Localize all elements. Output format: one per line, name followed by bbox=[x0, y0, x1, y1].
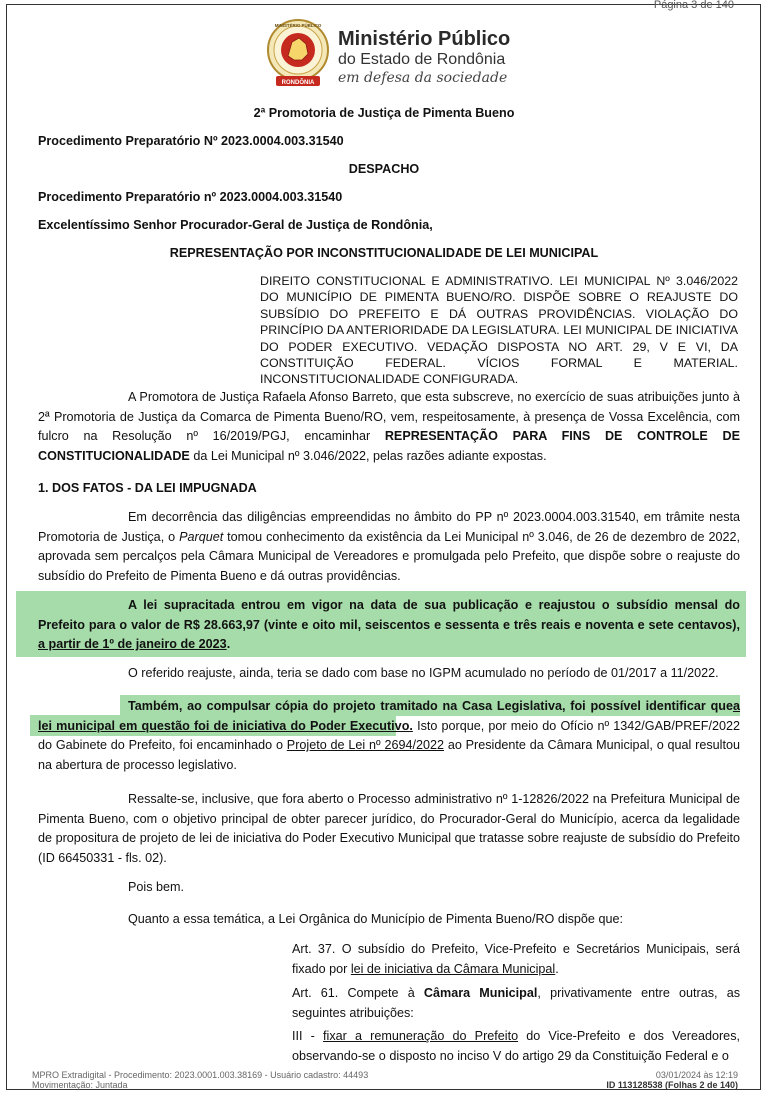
representation-emphasis: REPRESENTAÇÃO PARA FINS DE CONTROLE DE CONSTITUCIONALIDADE bbox=[38, 429, 740, 464]
org-state: do Estado de Rondônia bbox=[338, 51, 506, 68]
quote-art37: Art. 37. O subsídio do Prefeito, Vice-Prefeito e Secretários Municipais, será fixado por lei de iniciativa da Câmara Municipal. bbox=[292, 942, 740, 976]
org-name: Ministério Público bbox=[338, 28, 511, 50]
footer-date: 03/01/2024 às 12:19 bbox=[655, 1070, 738, 1080]
facts-paragraph-1: Em decorrência das diligências empreendidas no âmbito do PP nº 2023.0004.003.31540, em trâmite nesta Promotoria de Justiça, o Parquet tomou conhecimento da existência da Lei Municipal nº 3.046, de 26 de dezembro de 2022, aprovada sem percalços pela Câmara Municipal de Vereadores e promulgada pelo Prefeito, que dispõe sobre o reajuste do subsídio do Prefeito de Pimenta Bueno e dá outras providências. bbox=[38, 510, 740, 584]
facts-paragraph-5: Ressalte-se, inclusive, que fora aberto o Processo administrativo nº 1-12826/2022 na Prefeitura Municipal de Pimenta Bueno, com o objetivo principal de obter parecer jurídico, do Procurador-Geral do Município, acerca da legalidade de propositura de projeto de lei de iniciativa do Poder Executivo Municipal que tratasse sobre reajuste de subsídio do Prefeito (ID 66450331 - fls. 02). bbox=[38, 792, 740, 866]
footer-procedure: MPRO Extradigital - Procedimento: 2023.0001.003.38169 - Usuário cadastro: 44493 bbox=[32, 1070, 369, 1080]
facts-paragraph-4: Também, ao compulsar cópia do projeto tramitado na Casa Legislativa, foi possível identificar quea lei municipal em questão foi de iniciativa do Poder Executivo. Isto porque, por meio do Ofício nº 1342/GAB/PREF/2022 do Gabinete do Prefeito, foi encaminhado o Projeto de Lei nº 2694/2022 ao Presidente da Câmara Municipal, o qual resultou na abertura de processo legislativo. bbox=[38, 699, 741, 773]
page-number: Página 3 de 140 bbox=[653, 0, 734, 11]
letterhead bbox=[0, 18, 768, 90]
quote-art61: Art. 61. Compete à Câmara Municipal, privativamente entre outras, as seguintes atribuições: bbox=[292, 986, 741, 1020]
section-heading-facts: 1. DOS FATOS - DA LEI IMPUGNADA bbox=[38, 481, 257, 495]
document-title: REPRESENTAÇÃO POR INCONSTITUCIONALIDADE DE LEI MUNICIPAL bbox=[169, 246, 599, 260]
ementa-block: DIREITO CONSTITUCIONAL E ADMINISTRATIVO. LEI MUNICIPAL Nº 3.046/2022 DO MUNICÍPIO DE PIMENTA BUENO/RO. DISPÕE SOBRE O REAJUSTE DO SUBSÍDIO DO PREFEITO E DÁ OUTRAS PROVIDÊNCIAS. VIOLAÇÃO DO PRINCÍPIO DA ANTERIORIDADE DA LEGISLATURA. LEI MUNICIPAL DE INICIATIVA DO PODER EXECUTIVO. VEDAÇÃO DISPOSTA NO ART. 29, V E VI, DA CONSTITUIÇÃO FEDERAL. VÍCIOS FORMAL E MATERIAL. INCONSTITUCIONALIDADE CONFIGURADA. bbox=[260, 274, 738, 387]
despacho-title: DESPACHO bbox=[348, 162, 420, 176]
letterhead-text bbox=[338, 28, 510, 87]
facts-paragraph-3: O referido reajuste, ainda, teria se dado com base no IGPM acumulado no período de 01/2017 a 11/2022. bbox=[128, 666, 719, 680]
procedure-number: Procedimento Preparatório nº 2023.0004.003.31540 bbox=[38, 190, 343, 204]
procedure-number-top: Procedimento Preparatório Nº 2023.0004.003.31540 bbox=[38, 134, 344, 148]
executive-initiative: a lei municipal em questão foi de iniciativa do Poder Executivo. bbox=[38, 699, 740, 733]
bill-number: Projeto de Lei nº 2694/2022 bbox=[286, 738, 444, 753]
footer-movement: Movimentação: Juntada bbox=[32, 1080, 128, 1090]
facts-paragraph-6: Pois bem. bbox=[128, 880, 184, 894]
ministry-seal-icon bbox=[266, 18, 330, 90]
svg-text:MINISTÉRIO PÚBLICO: MINISTÉRIO PÚBLICO bbox=[274, 23, 322, 28]
effective-date: a partir de 1º de janeiro de 2023 bbox=[38, 637, 227, 652]
quote-inciso-iii: III - fixar a remuneração do Prefeito do Vice-Prefeito e dos Vereadores, observando-se o disposto no inciso V do artigo 29 da Constituição Federal e o bbox=[292, 1029, 740, 1063]
org-motto: em defesa da sociedade bbox=[338, 70, 508, 86]
facts-paragraph-2: A lei supracitada entrou em vigor na data de sua publicação e reajustou o subsídio mensal do Prefeito para o valor de R$ 28.663,97 (vinte e oito mil, seiscentos e sessenta e três reais e noventa e sete centavos), a partir de 1º de janeiro de 2023. bbox=[38, 598, 740, 652]
intro-paragraph: A Promotora de Justiça Rafaela Afonso Barreto, que esta subscreve, no exercício de suas atribuições junto à 2ª Promotoria de Justiça da Comarca de Pimenta Bueno/RO, vem, respeitosamente, à presença de Vossa Excelência, com fulcro na Resolução nº 16/2019/PGJ, encaminhar REPRESENTAÇÃO PARA FINS DE CONTROLE DE CONSTITUCIONALIDADE da Lei Municipal nº 3.046/2022, pelas razões adiante expostas. bbox=[38, 390, 740, 464]
office-title: 2ª Promotoria de Justiça de Pimenta Bueno bbox=[253, 106, 515, 120]
salutation: Excelentíssimo Senhor Procurador-Geral de Justiça de Rondônia, bbox=[38, 218, 433, 232]
svg-text:RONDÔNIA: RONDÔNIA bbox=[281, 80, 315, 86]
footer-id: ID 113128538 (Folhas 2 de 140) bbox=[606, 1080, 738, 1090]
facts-paragraph-7: Quanto a essa temática, a Lei Orgânica do Município de Pimenta Bueno/RO dispõe que: bbox=[128, 912, 623, 926]
